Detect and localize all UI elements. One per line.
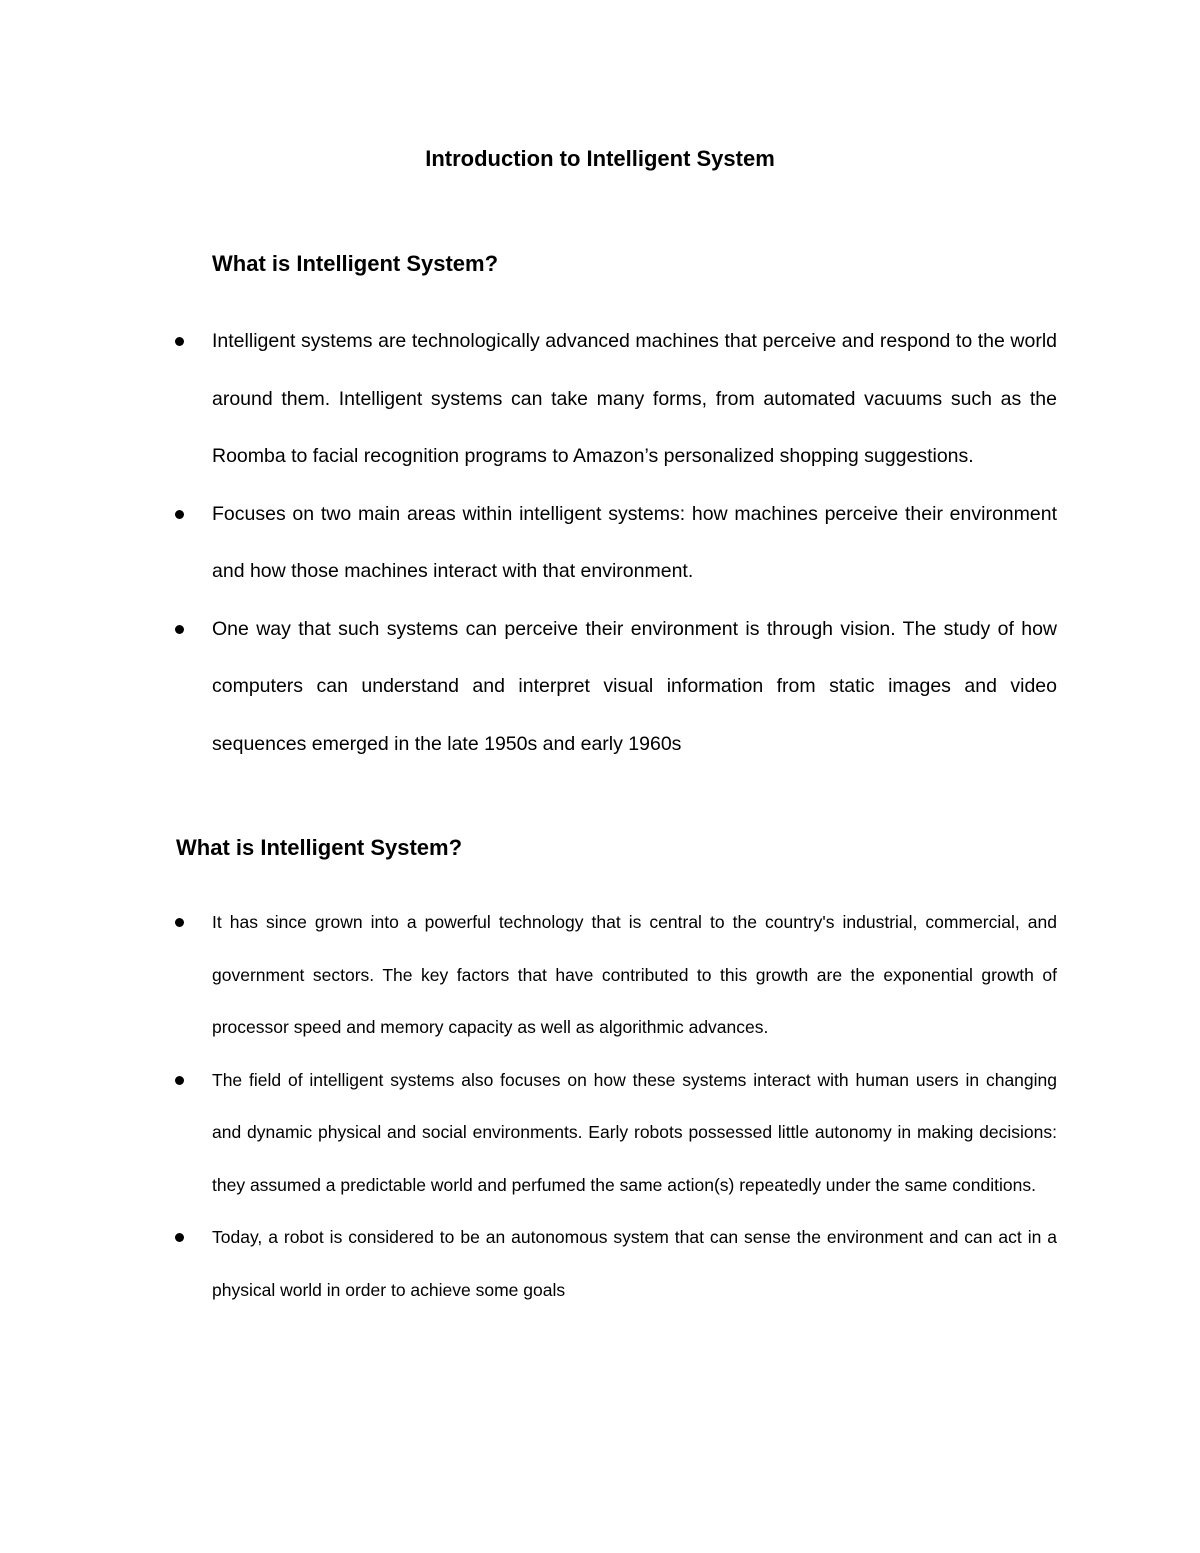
list-item — [0, 1211, 1200, 1316]
bullet-list — [0, 313, 1200, 773]
bullet-text: Focuses on two main areas within intelligent systems: how machines perceive their environment and how those machines interact with that environment. — [212, 502, 1057, 582]
list-item — [0, 313, 1200, 486]
bullet-text: Today, a robot is considered to be an autonomous system that can sense the environment and can act in a physical world in order to achieve some goals — [212, 1227, 1057, 1300]
list-item — [0, 486, 1200, 601]
bullet-list — [0, 896, 1200, 1316]
bullet-icon — [175, 337, 184, 346]
bullet-text: Intelligent systems are technologically advanced machines that perceive and respond to the world around them. Intelligent systems can take many forms, from automated vacuums such as the Roomba to facial recognition programs to Amazon’s personalized shopping suggestions. — [212, 330, 1057, 467]
list-item — [0, 601, 1200, 774]
list-item — [0, 896, 1200, 1054]
bullet-icon — [175, 1233, 184, 1242]
bullet-text: One way that such systems can perceive their environment is through vision. The study of how computers can understand and interpret visual information from static images and video sequences emerged in the late 1950s and early 1960s — [212, 617, 1057, 755]
bullet-icon — [175, 510, 184, 519]
bullet-icon — [175, 918, 184, 927]
bullet-text: It has since grown into a powerful technology that is central to the country's industrial, commercial, and government sectors. The key factors that have contributed to this growth are the exponential growth of processor speed and memory capacity as well as algorithmic advances. — [212, 912, 1057, 1037]
list-item — [0, 1054, 1200, 1212]
bullet-icon — [175, 625, 184, 634]
document-title: Introduction to Intelligent System — [425, 146, 775, 171]
bullet-icon — [175, 1076, 184, 1085]
section-heading: What is Intelligent System? — [176, 835, 463, 860]
bullet-text: The field of intelligent systems also focuses on how these systems interact with human users in changing and dynamic physical and social environments. Early robots possessed little autonomy in making decisions: they assumed a predictable world and perfumed the same action(s) repeatedly under the same conditions. — [212, 1069, 1057, 1195]
section-heading: What is Intelligent System? — [212, 251, 499, 276]
